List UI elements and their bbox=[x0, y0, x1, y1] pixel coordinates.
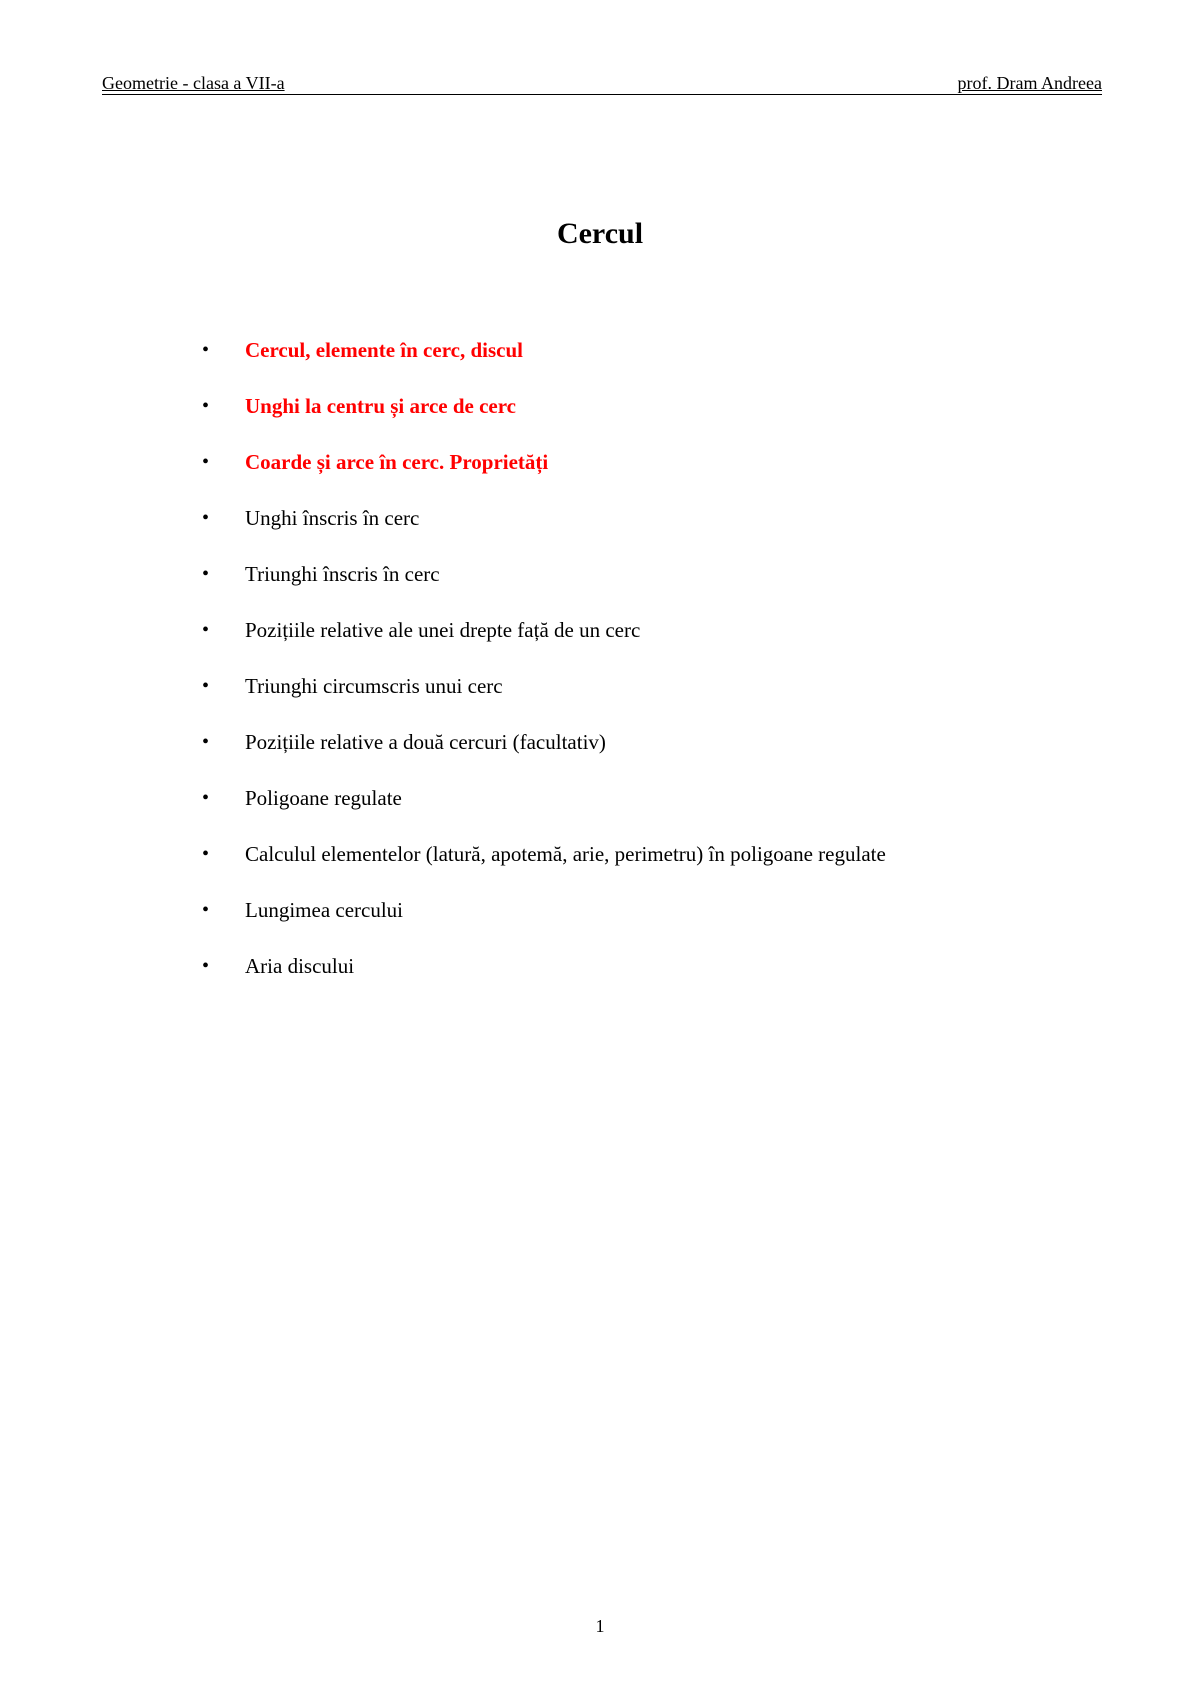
topic-label: Coarde și arce în cerc. Proprietăți bbox=[245, 450, 549, 474]
topic-label: Triunghi circumscris unui cerc bbox=[245, 674, 503, 698]
topic-label: Triunghi înscris în cerc bbox=[245, 562, 440, 586]
bullet-icon: • bbox=[202, 731, 210, 753]
page-title: Cercul bbox=[556, 217, 644, 250]
header-author: prof. Dram Andreea bbox=[957, 73, 1102, 93]
topic-label: Poligoane regulate bbox=[245, 786, 402, 810]
topic-label: Pozițiile relative a două cercuri (facultativ) bbox=[245, 730, 606, 754]
topic-label: Cercul, elemente în cerc, discul bbox=[245, 338, 523, 362]
bullet-icon: • bbox=[202, 395, 210, 417]
bullet-icon: • bbox=[202, 675, 210, 697]
bullet-icon: • bbox=[202, 563, 210, 585]
bullet-icon: • bbox=[202, 843, 210, 865]
topic-label: Calculul elementelor (latură, apotemă, arie, perimetru) în poligoane regulate bbox=[245, 842, 886, 866]
topic-label: Pozițiile relative ale unei drepte față de un cerc bbox=[245, 618, 641, 642]
topic-label: Unghi înscris în cerc bbox=[245, 506, 420, 530]
topic-label: Unghi la centru și arce de cerc bbox=[245, 394, 517, 418]
bullet-icon: • bbox=[202, 339, 210, 361]
topic-label: Lungimea cercului bbox=[245, 898, 404, 922]
page-number: 1 bbox=[595, 1616, 605, 1636]
bullet-icon: • bbox=[202, 451, 210, 473]
bullet-icon: • bbox=[202, 899, 210, 921]
topic-label: Aria discului bbox=[245, 954, 355, 978]
bullet-icon: • bbox=[202, 507, 210, 529]
page-header bbox=[102, 72, 1102, 95]
bullet-icon: • bbox=[202, 619, 210, 641]
header-course-title: Geometrie - clasa a VII-a bbox=[102, 73, 285, 93]
bullet-icon: • bbox=[202, 955, 210, 977]
bullet-icon: • bbox=[202, 787, 210, 809]
